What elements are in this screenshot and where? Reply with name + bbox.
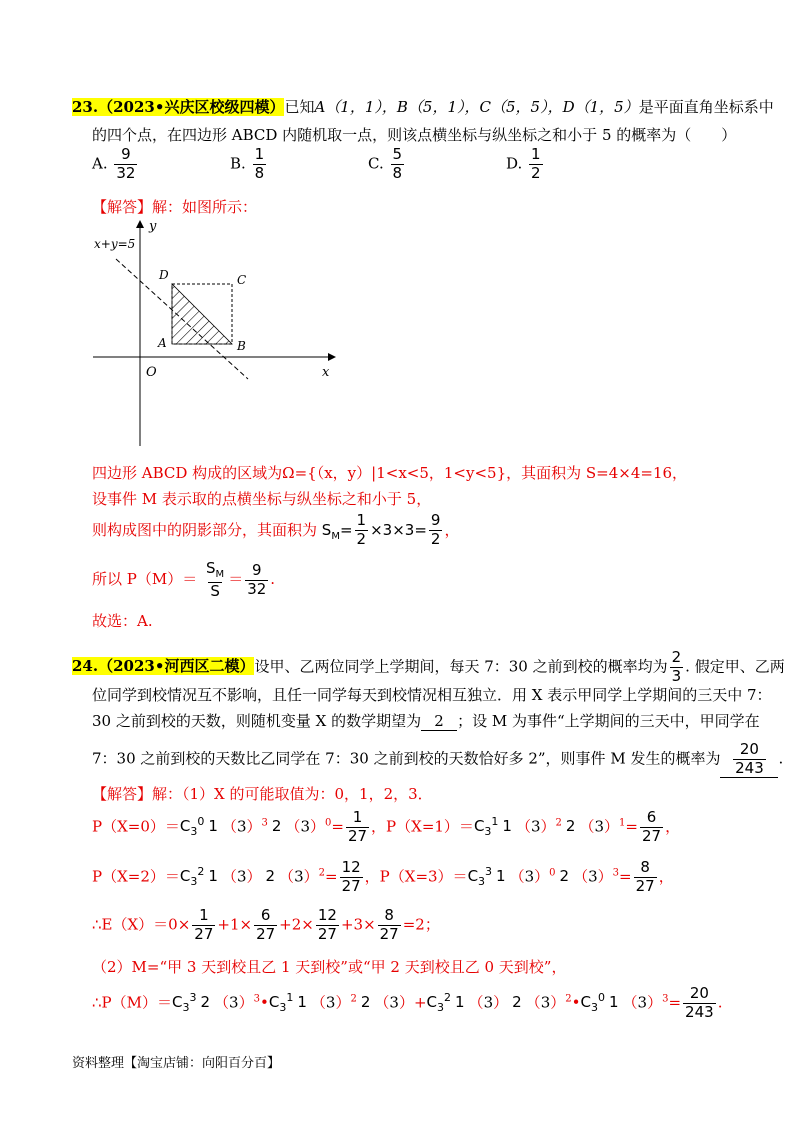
q23-choice: 故选：A. — [92, 612, 153, 630]
point-a-label: A — [158, 336, 167, 350]
q24-m-def: （2）M=“甲 3 天到校且乙 1 天到校”或“甲 2 天到校且乙 0 天到校”， — [92, 958, 567, 976]
q24-answer-header: 【解答】解：（1）X 的可能取值为：0，1，2，3． — [92, 785, 433, 803]
q23-answer-header: 【解答】解：如图所示： — [92, 198, 258, 216]
q23-line2: 的四个点，在四边形 ABCD 内随机取一点，则该点横坐标与纵坐标之和小于 5 的概率为（ ） — [92, 126, 737, 144]
q23-sol-3: 则构成图中的阴影部分，其面积为 $S_M=$ $\frac{1}{2}$ ×3×3= $\frac{9}{2}$ ， — [92, 511, 460, 548]
q23-number: 23. — [72, 98, 99, 116]
q23-option-b[interactable]: B. $\frac{1}{8}$ — [230, 145, 265, 182]
q24-prob-frac: $\frac{2}{3}$ — [671, 648, 682, 685]
q24-line4: 7：30 之前到校的天数比乙同学在 7：30 之前到校的天数恰好多 2”，则事件 M 发生的概率为 $\frac{20}{243}$ . — [92, 740, 784, 777]
q23-option-c[interactable]: C. $\frac{5}{8}$ — [368, 145, 403, 182]
q23-source: （2023•兴庆区校级四模） — [98, 98, 285, 116]
q24-line2: 位同学到校情况互不影响，且任一同学每天到校情况相互独立．用 X 表示甲同学上学期间的三天中 7： — [92, 686, 772, 704]
q24-blank-2[interactable]: $\frac{20}{243}$ — [720, 742, 778, 778]
q24-p2-p3: $P(X=2)=C_3^2$ 1 （3） 2 $(3)^2=$ $\frac{12}{27}$ ，$P(X=3)=C_3^3$ 1 $(3)^0$ 2 $(3)^3=$ $\frac{8}{27}$ ， — [92, 858, 674, 895]
q24-line3: 30 之前到校的天数，则随机变量 X 的数学期望为 2 ；设 M 为事件“上学期间的三天中，甲同学在 — [92, 712, 760, 730]
q23-options — [92, 147, 644, 182]
y-axis-arrow — [136, 220, 144, 228]
point-d-label: D — [159, 268, 169, 282]
q24-expectation: ∴E（X）＝0× $\frac{1}{27}$ +1× $\frac{6}{27}$ +2× $\frac{12}{27}$ +3× $\frac{8}{27}$ =2； — [92, 906, 440, 943]
answer-tag: 【解答】 — [92, 785, 153, 803]
x-axis-arrow — [328, 353, 336, 361]
comb-c30: $C_3^0$ — [179, 815, 205, 839]
q23-stem-b: 是平面直角坐标系中 — [638, 98, 774, 116]
q23-points: A（1，1），B（5，1），C（5，5），D（1，5） — [314, 98, 639, 116]
comb-c31: $C_3^1$ — [473, 815, 499, 839]
comb-c33: $C_3^3$ — [467, 865, 493, 889]
q24-source: （2023•河西区二模） — [98, 657, 255, 676]
q23-option-d[interactable]: D. $\frac{1}{2}$ — [506, 145, 541, 182]
q23-sol-4: 所以 P（M）＝ $\frac{S_M}{S}$ ＝ $\frac{9}{32}$ . — [92, 559, 276, 600]
point-b-label: B — [237, 339, 246, 353]
answer-tag: 【解答】 — [92, 198, 153, 216]
q24-line1: 24.（2023•河西区二模）设甲、乙两位同学上学期间，每天 7：30 之前到校的概率均为 $\frac{2}{3}$ . 假定甲、乙两 — [72, 648, 785, 685]
shaded-region — [172, 284, 232, 344]
q24-pm: $\therefore P(M)=C_3^3$ 2 $(3)^3•C_3^1$ 1 $(3)^2$ 2 $(3)+C_3^2$ 1 （3） 2 $(3)^2•C_3^0$ 1 $(3)^3=$ $\frac{20}{243}$ . — [92, 984, 723, 1021]
q24-number: 24. — [72, 657, 99, 676]
q24-p0-p1: $P(X=0)=C_3^0$ 1 $(3)^3$ 2 $(3)^0=$ $\frac{1}{27}$ ，$P(X=1)=C_3^1$ 1 $(3)^2$ 2 $(3)^1=$ $\frac{6}{27}$ ， — [92, 808, 681, 845]
q24-blank-1[interactable]: 2 — [421, 712, 457, 731]
q23-stem-a: 已知 — [284, 98, 315, 116]
q23-option-a[interactable]: A. $\frac{9}{32}$ — [92, 145, 136, 182]
point-c-label: C — [237, 273, 247, 287]
line-label: x+y=5 — [94, 237, 136, 251]
q23-prob-formula: $\frac{S_M}{S}$ — [206, 559, 225, 600]
q23-line1 — [72, 96, 774, 117]
x-label: x — [322, 365, 330, 380]
y-label: y — [149, 219, 157, 234]
line-x-plus-y-5 — [116, 259, 248, 379]
q23-figure — [88, 214, 340, 450]
footer: 资料整理【淘宝店铺：向阳百分百】 — [72, 1056, 281, 1071]
origin-label: O — [146, 365, 157, 380]
q23-sol-1: 四边形 ABCD 构成的区域为Ω={（x，y）|1<x<5，1<y<5}，其面积为 S=4×4=16， — [92, 464, 688, 482]
q23-sol-2: 设事件 M 表示取的点横坐标与纵坐标之和小于 5， — [92, 490, 432, 508]
comb-c32: $C_3^2$ — [179, 865, 205, 889]
q23-area-formula: $S_M=$ $\frac{1}{2}$ ×3×3= $\frac{9}{2}$ — [321, 511, 441, 548]
